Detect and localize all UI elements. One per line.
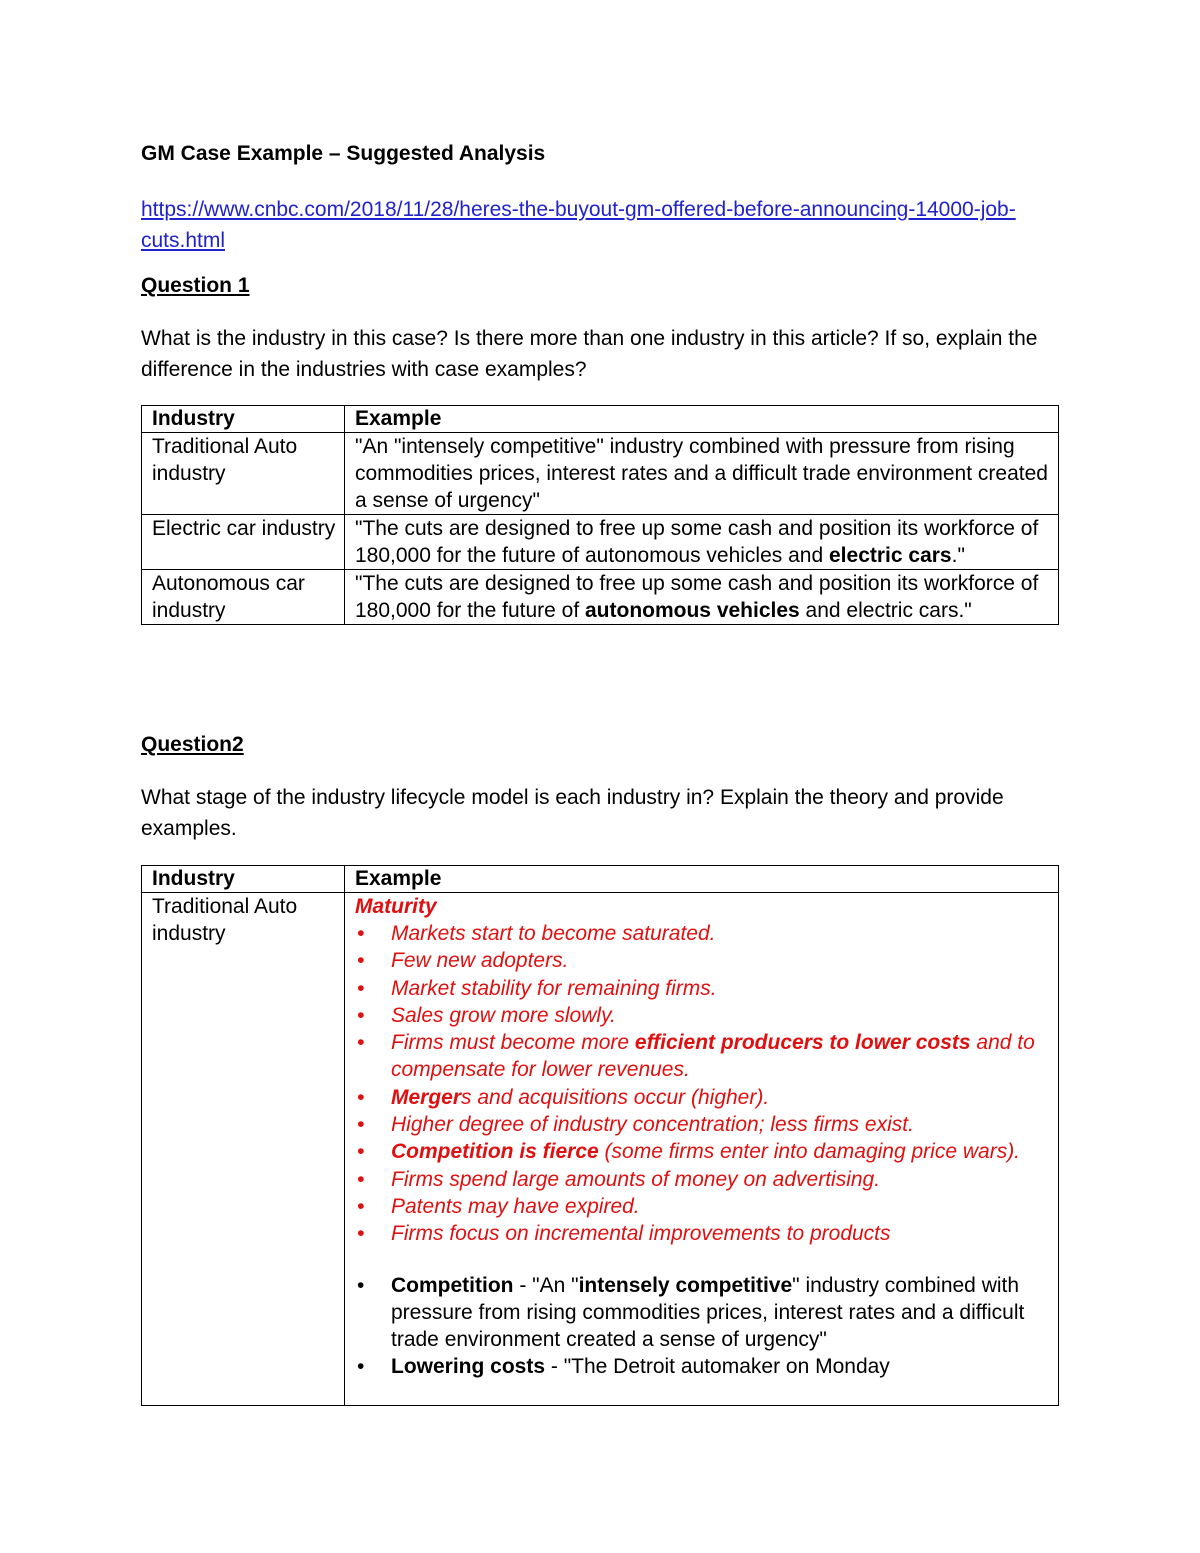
list-item [355, 1166, 1050, 1193]
question-2-text: What stage of the industry lifecycle model is each industry in? Explain the theory and provide examples. [141, 786, 1004, 840]
list-item [355, 1353, 1050, 1380]
example-cell [345, 570, 1059, 625]
list-item [355, 1272, 1050, 1354]
list-item [355, 1029, 1050, 1084]
text-run: "The cuts are designed to free up some cash and position its workforce of 180,000 for the future of autonomous vehicles and [355, 517, 1039, 567]
bold-text: Merger [391, 1085, 462, 1109]
header-example: Example [345, 406, 1059, 433]
industry-table-1 [141, 405, 1059, 625]
bold-text: autonomous vehicles [585, 599, 800, 622]
header-industry: Industry [142, 866, 345, 893]
question-1-text: What is the industry in this case? Is there more than one industry in this article? If so, explain the difference in the industries with case examples? [141, 327, 1038, 381]
example-cell [345, 433, 1059, 515]
list-item [355, 1084, 1050, 1111]
example-cell [345, 893, 1059, 1406]
question-1-heading: Question 1 [141, 274, 250, 297]
text-run: " industry combined with pressure from rising commodities prices, interest rates and a difficult trade environment created a sense of urgency" [391, 1273, 1025, 1352]
table-header-row [142, 866, 1059, 893]
text-run: - "An " [513, 1273, 579, 1297]
list-item [355, 1220, 1050, 1247]
bold-text: Competition is fierce [391, 1140, 599, 1164]
example-cell [345, 515, 1059, 570]
text-run: Patents may have expired. [391, 1194, 640, 1218]
text-run: Higher degree of industry concentration; less firms exist. [391, 1113, 914, 1137]
text-run: s and acquisitions occur (higher). [461, 1085, 770, 1109]
table-row [142, 893, 1059, 1406]
text-run: "The cuts are designed to free up some cash and position its workforce of 180,000 for the future of [355, 572, 1039, 622]
bold-text: Lowering costs [391, 1355, 546, 1379]
list-item [355, 947, 1050, 974]
text-run: "An "intensely competitive" industry combined with pressure from rising commodities prices, interest rates and a difficult trade environment created a sense of urgency" [355, 435, 1048, 512]
list-item [355, 1111, 1050, 1138]
list-item [355, 1193, 1050, 1220]
text-run: - "The Detroit automaker on Monday [545, 1355, 890, 1379]
text-run: Sales grow more slowly. [391, 1003, 616, 1027]
document-title: GM Case Example – Suggested Analysis [141, 142, 546, 165]
text-run: Firms must become more [391, 1031, 635, 1055]
list-item [355, 1002, 1050, 1029]
lifecycle-stage: Maturity [355, 895, 437, 918]
evidence-list [355, 1272, 1050, 1381]
question-2-heading: Question2 [141, 733, 244, 756]
table-header-row [142, 406, 1059, 433]
text-run: and electric cars." [799, 599, 972, 622]
industry-cell: Electric car industry [142, 515, 345, 570]
table-row [142, 433, 1059, 515]
text-run: Markets start to become saturated. [391, 922, 716, 945]
maturity-characteristics-list [355, 920, 1050, 1248]
text-run: ." [951, 544, 965, 567]
header-example: Example [345, 866, 1059, 893]
text-run: (some firms enter into damaging price wars). [598, 1140, 1021, 1164]
industry-cell: Traditional Auto industry [142, 433, 345, 515]
text-run: Market stability for remaining firms. [391, 976, 717, 1000]
list-item [355, 920, 1050, 947]
table-row [142, 570, 1059, 625]
text-run: Firms spend large amounts of money on advertising. [391, 1167, 881, 1191]
industry-cell: Autonomous car industry [142, 570, 345, 625]
industry-cell: Traditional Auto industry [142, 893, 345, 1406]
list-item [355, 975, 1050, 1002]
bold-text: efficient producers to lower costs [634, 1031, 971, 1055]
text-run: Few new adopters. [391, 949, 569, 973]
article-link[interactable]: https://www.cnbc.com/2018/11/28/heres-the-buyout-gm-offered-before-announcing-14000-job-cuts.html [141, 198, 1016, 252]
bold-text: electric cars [829, 544, 952, 567]
industry-table-2 [141, 865, 1059, 1406]
list-item [355, 1138, 1050, 1165]
bold-text: intensely competitive [578, 1273, 793, 1297]
text-run: and to compensate for lower revenues. [391, 1031, 1035, 1082]
text-run: Firms focus on incremental improvements to products [391, 1222, 891, 1246]
table-row [142, 515, 1059, 570]
bold-text: Competition [391, 1273, 514, 1297]
header-industry: Industry [142, 406, 345, 433]
